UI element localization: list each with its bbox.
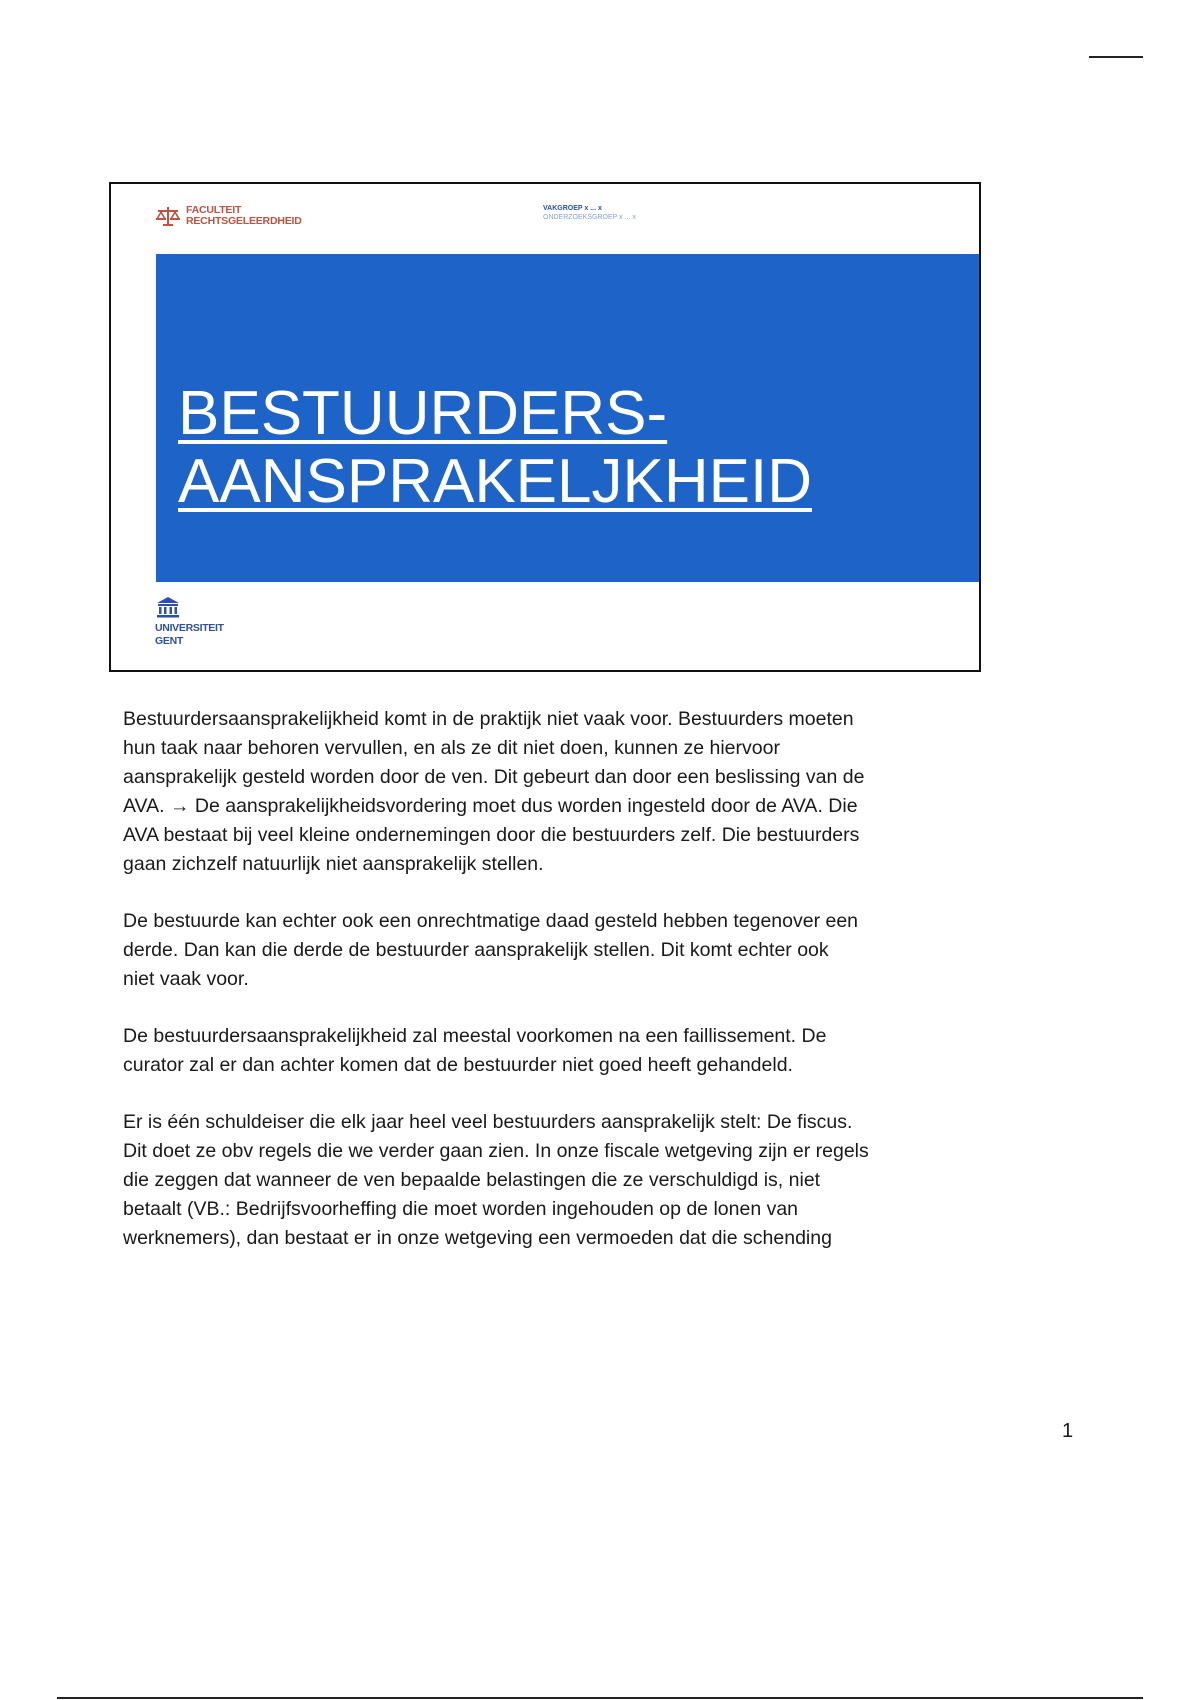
text-line: die zeggen dat wanneer de ven bepaalde belastingen die ze verschuldigd is, niet	[123, 1169, 821, 1191]
text-line: curator zal er dan achter komen dat de bestuurder niet goed heeft gehandeld.	[123, 1054, 793, 1076]
text-line: niet vaak voor.	[123, 968, 249, 990]
university-name-line2: GENT	[155, 635, 183, 647]
text-line: AVA bestaat bij veel kleine ondernemingen door die bestuurders zelf. Die bestuurders	[123, 824, 860, 846]
slide-title-line1: BESTUURDERS-	[178, 379, 668, 448]
faculty-logo	[155, 204, 302, 228]
text-line: derde. Dan kan die derde de bestuurder aansprakelijk stellen. Dit komt echter ook	[123, 939, 829, 961]
notes-body	[123, 705, 983, 1281]
text-line: AVA. → De aansprakelijkheidsvordering moet dus worden ingesteld door de AVA. Die	[123, 795, 858, 817]
faculty-name-line2: RECHTSGELEERDHEID	[186, 215, 302, 227]
footer-rule	[57, 1697, 1143, 1699]
faculty-name-line1: FACULTEIT	[186, 204, 242, 216]
university-building-icon	[155, 596, 224, 618]
title-slide	[109, 182, 981, 672]
text-line: De bestuurdersaansprakelijkheid zal meestal voorkomen na een faillissement. De	[123, 1025, 827, 1047]
text-line: Dit doet ze obv regels die we verder gaan zien. In onze fiscale wetgeving zijn er regels	[123, 1140, 869, 1162]
paragraph-3	[123, 1022, 983, 1080]
department-line: VAKGROEP x ... x	[543, 205, 602, 212]
university-logo	[155, 596, 224, 648]
research-group	[543, 204, 636, 222]
text-line: Er is één schuldeiser die elk jaar heel veel bestuurders aansprakelijk stelt: De fiscus.	[123, 1111, 853, 1133]
text-line: De bestuurde kan echter ook een onrechtmatige daad gesteld hebben tegenover een	[123, 910, 859, 932]
paragraph-1	[123, 705, 983, 879]
header-rule	[1089, 56, 1143, 58]
text-line: betaalt (VB.: Bedrijfsvoorheffing die moet worden ingehouden op de lonen van	[123, 1198, 799, 1220]
slide-title	[178, 380, 812, 516]
text-line: hun taak naar behoren vervullen, en als ze dit niet doen, kunnen ze hiervoor	[123, 737, 780, 759]
page-number: 1	[1062, 1420, 1074, 1442]
text-line: Bestuurdersaansprakelijkheid komt in de praktijk niet vaak voor. Bestuurders moeten	[123, 708, 854, 730]
title-banner	[156, 254, 981, 582]
paragraph-2	[123, 907, 983, 994]
slide-title-line2: AANSPRAKELJKHEID	[178, 447, 812, 516]
text-line: werknemers), dan bestaat er in onze wetgeving een vermoeden dat die schending	[123, 1227, 832, 1249]
university-name-line1: UNIVERSITEIT	[155, 622, 224, 634]
research-group-line: ONDERZOEKSGROEP x ... x	[543, 214, 636, 221]
scales-icon	[155, 204, 181, 228]
text-line: aansprakelijk gesteld worden door de ven. Dit gebeurt dan door een beslissing van de	[123, 766, 865, 788]
paragraph-4	[123, 1108, 983, 1253]
text-line: gaan zichzelf natuurlijk niet aansprakelijk stellen.	[123, 853, 544, 875]
